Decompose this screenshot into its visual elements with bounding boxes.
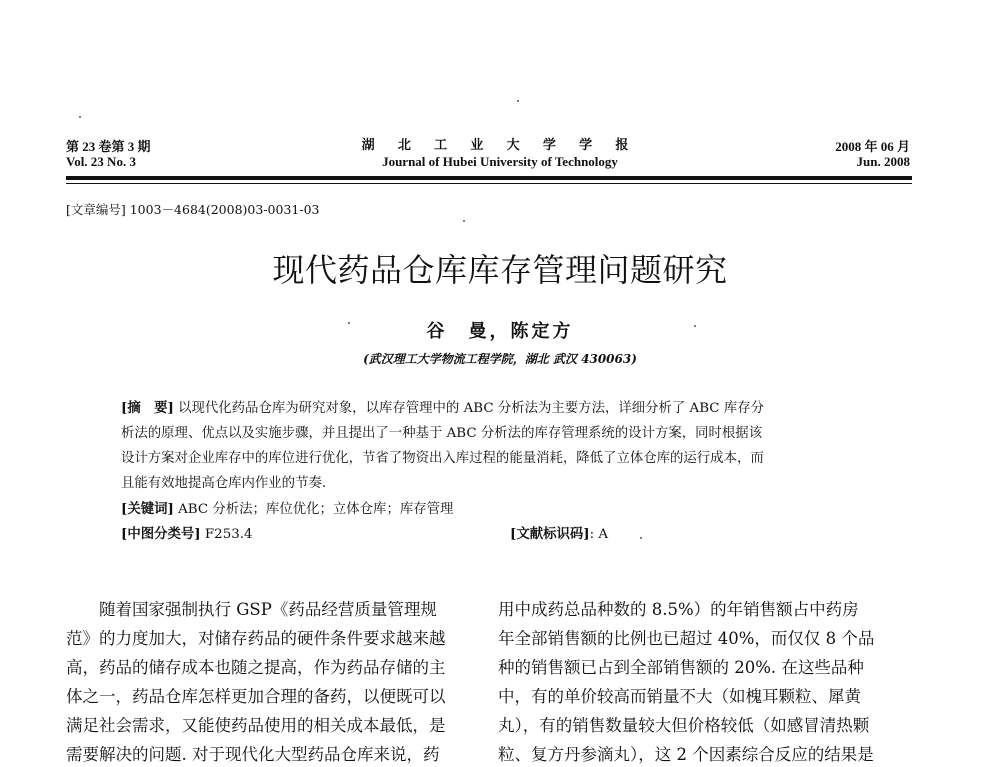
body-left-line: 随着国家强制执行 GSP《药品经营质量管理规 <box>66 600 437 619</box>
classification-text: F253.4 <box>204 527 253 542</box>
body-right-line: 年全部销售额的比例也已超过 40%，而仅仅 8 个品 <box>498 629 875 648</box>
keywords <box>121 498 453 517</box>
scan-speck <box>79 116 81 118</box>
article-number: [文章编号] 1003－4684(2008)03-0031-03 <box>66 202 320 217</box>
abstract-line: 析法的原理、优点以及实施步骤，并且提出了一种基于 ABC 分析法的库存管理系统的设计方案，同时根据该 <box>121 426 763 441</box>
paper-title: 现代药品仓库库存管理问题研究 <box>272 251 728 289</box>
body-right-line: 种的销售额已占到全部销售额的 20%. 在这些品种 <box>498 658 864 677</box>
volume-issue-en: Vol. 23 No. 3 <box>66 154 136 169</box>
body-left-line: 范》的力度加大，对储存药品的硬件条件要求越来越 <box>66 629 446 648</box>
document-code-label: [文献标识码] <box>510 526 590 542</box>
body-right-line: 中，有的单价较高而销量不大（如槐耳颗粒、犀黄 <box>498 687 861 706</box>
abstract-line <box>121 398 764 419</box>
abstract-label: [摘 要] <box>121 400 174 416</box>
scan-speck <box>463 220 465 222</box>
author-list: 谷 曼，陈定方 <box>426 321 574 342</box>
header-rule-thin <box>66 183 912 184</box>
document-code <box>510 523 608 542</box>
volume-issue-cn: 第 23 卷第 3 期 <box>66 139 151 154</box>
body-right-line: 粒、复方丹参滴丸），这 2 个因素综合反应的结果是 <box>498 745 874 764</box>
journal-title-en: Journal of Hubei University of Technology <box>382 154 618 169</box>
abstract-line: 且能有效地提高仓库内作业的节奏. <box>121 476 327 491</box>
abstract-line: 设计方案对企业库存中的库位进行优化，节省了物资出入库过程的能量消耗，降低了立体仓库的运行成本，而 <box>121 451 764 466</box>
author-affiliation: (武汉理工大学物流工程学院，湖北 武汉 430063) <box>363 352 637 366</box>
document-code-text: : A <box>589 527 609 542</box>
abstract-text: 以现代化药品仓库为研究对象，以库存管理中的 ABC 分析法为主要方法，详细分析了 ABC 库存分 <box>178 401 764 416</box>
scan-speck <box>694 325 696 327</box>
publication-date-cn: 2008 年 06 月 <box>835 139 910 154</box>
scan-speck <box>348 322 350 324</box>
body-left-line: 满足社会需求，又能使药品使用的相关成本最低，是 <box>66 716 446 735</box>
body-right-line: 丸），有的销售数量较大但价格较低（如感冒清热颗 <box>498 716 870 735</box>
header-rule-thick <box>66 176 912 180</box>
classification-code <box>121 523 253 542</box>
body-right-line: 用中成药总品种数的 8.5%）的年销售额占中药房 <box>498 600 859 619</box>
body-left-line: 高，药品的储存成本也随之提高，作为药品存储的主 <box>66 658 446 677</box>
body-left-line: 需要解决的问题. 对于现代化大型药品仓库来说，药 <box>66 745 440 764</box>
keywords-label: [关键词] <box>121 501 174 517</box>
journal-title-cn: 湖 北 工 业 大 学 学 报 <box>361 137 639 152</box>
body-left-line: 体之一，药品仓库怎样更加合理的备药，以便既可以 <box>66 687 446 706</box>
keywords-text: ABC 分析法；库位优化；立体仓库；库存管理 <box>178 502 454 517</box>
classification-label: [中图分类号] <box>121 526 201 542</box>
scan-speck <box>640 537 642 539</box>
publication-date-en: Jun. 2008 <box>856 154 910 169</box>
scan-speck <box>517 100 519 102</box>
